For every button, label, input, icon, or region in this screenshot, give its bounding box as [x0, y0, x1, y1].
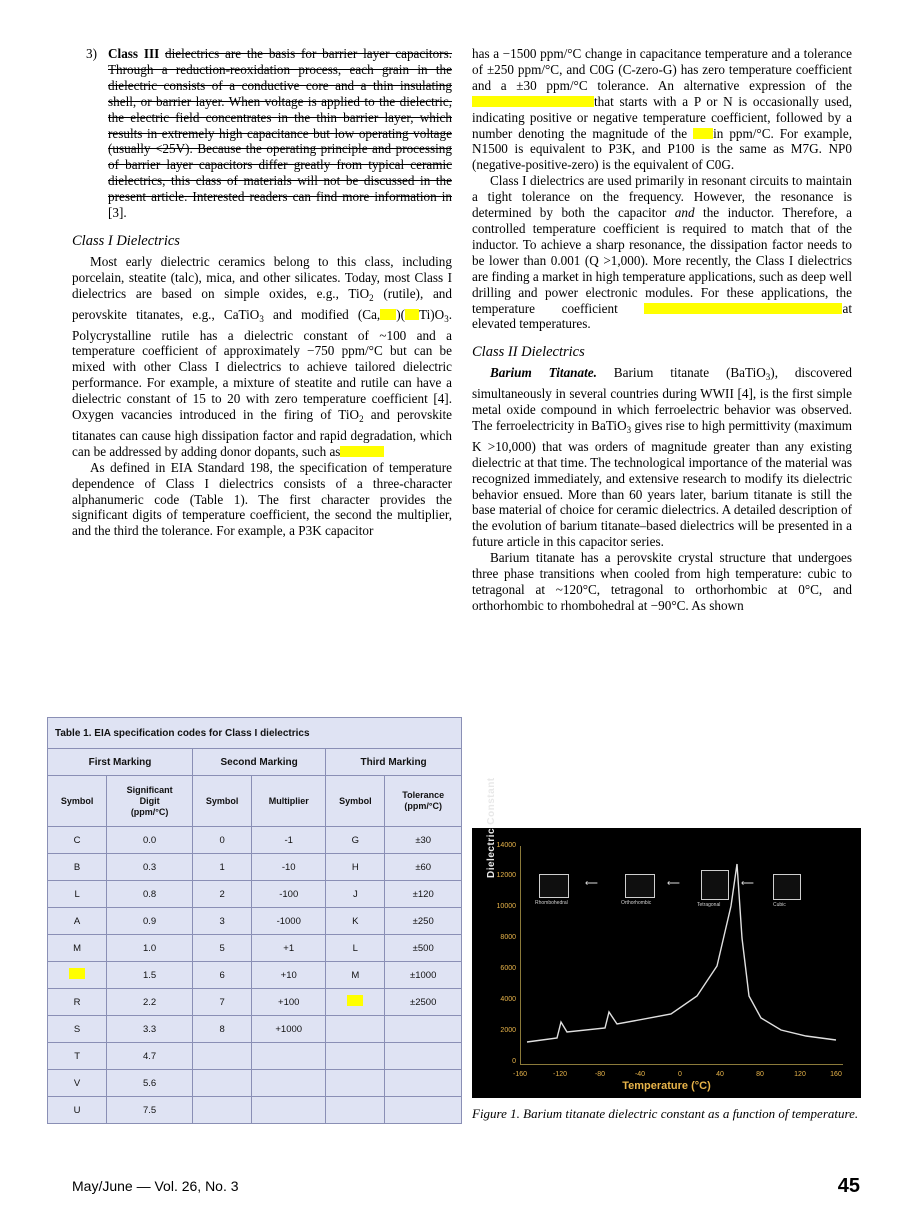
highlight-redaction-2	[405, 309, 419, 320]
cell-symbol2: 2	[193, 881, 252, 908]
cell-tolerance	[385, 1043, 462, 1070]
cell-tolerance: ±500	[385, 935, 462, 962]
cell-multiplier: -100	[252, 881, 326, 908]
subscript-3: 3	[259, 313, 264, 324]
cell-symbol1: M	[48, 935, 107, 962]
paragraph-barium-titanate	[472, 365, 852, 550]
table-row	[48, 881, 462, 908]
bt-text-b: ), discovered simultaneously in several countries during WWII [4], is the first simple metal oxide compound in which ferroelectric behavior was observed. The ferroelectricity in BaTiO	[472, 365, 853, 433]
group-header-third: Third Marking	[326, 749, 462, 776]
cell-symbol2	[193, 1097, 252, 1124]
cell-tolerance: ±30	[385, 827, 462, 854]
cell-sigdigit: 2.2	[107, 989, 193, 1016]
para-text-g: and perovskite titanates can cause high dissipation factor and rapid degradation, which can be addressed by adding donor dopants, such as	[72, 407, 452, 459]
paragraph-eia-standard: As defined in EIA Standard 198, the specification of temperature dependence of Class I dielectrics consists of a three-character alphanumeric code (Table 1). The first character provides the significant digits of temperature coefficient, the second the multiplier, and the third the tolerance. For example, a P3K capacitor	[72, 459, 452, 539]
cell-sigdigit: 0.0	[107, 827, 193, 854]
cont-text-b: that starts with a P or N is occasionally used, indicating positive or negative temperature coefficient, followed by a number denoting the magnitude of the	[472, 93, 852, 141]
cell-tolerance	[385, 1070, 462, 1097]
cell-sigdigit: 0.9	[107, 908, 193, 935]
cell-multiplier: +100	[252, 989, 326, 1016]
cell-tolerance: ±250	[385, 908, 462, 935]
cell-sigdigit: 3.3	[107, 1016, 193, 1043]
list-item	[72, 46, 452, 221]
table-row	[48, 1043, 462, 1070]
cell-multiplier: -10	[252, 854, 326, 881]
chart-x-tick: -80	[594, 1071, 606, 1078]
cell-tolerance: ±120	[385, 881, 462, 908]
chart-x-tick: -40	[634, 1071, 646, 1078]
cell-symbol3: J	[326, 881, 385, 908]
section-heading-class-i: Class I Dielectrics	[72, 232, 180, 249]
cell-tolerance	[385, 1016, 462, 1043]
phase-cube-orthorhombic	[625, 874, 655, 898]
cell-symbol3	[326, 1097, 385, 1124]
para-text-e: Ti)O	[419, 306, 445, 322]
list-item-lead: Class III	[108, 46, 160, 61]
res-text-c: at elevated temperatures.	[472, 300, 853, 332]
table-row	[48, 854, 462, 881]
cell-symbol2: 6	[193, 962, 252, 989]
right-column	[472, 46, 852, 614]
chart-plot-area	[520, 846, 843, 1065]
sig-digit-l1: Significant	[126, 784, 173, 795]
chart-y-tick: 8000	[500, 934, 516, 941]
arrow-left-icon: ⟵	[741, 878, 754, 888]
cell-symbol3: L	[326, 935, 385, 962]
table-row	[48, 989, 462, 1016]
para-text-b: (rutile), and perovskite titanates, e.g., CaTiO	[72, 285, 452, 322]
para-text-a: Most early dielectric ceramics belong to this class, including porcelain, steatite (talc), mica, and other silicates. Today, most Class I dielectrics are based on simple oxides, e.g., TiO	[72, 253, 452, 301]
figure-1	[472, 777, 861, 1122]
cont-text-c: in ppm/°C. For example, N1500 is equivalent to P3K, and P100 is the same as M7G. NP0 (negative-positive-zero) is the equivalent of C0G.	[472, 125, 852, 173]
cell-sigdigit: 4.7	[107, 1043, 193, 1070]
cell-tolerance: ±60	[385, 854, 462, 881]
phase-label-cubic: Cubic	[773, 902, 786, 908]
subscript-2b: 2	[359, 414, 364, 425]
cell-symbol1: C	[48, 827, 107, 854]
cell-symbol1: A	[48, 908, 107, 935]
res-text-b: the inductor. Therefore, a controlled temperature coefficient is required to match that of the inductor. To achieve a sharp resonance, the dissipation factor needs to be lower than 0.001 (Q >1,000). More recently, the Class I dielectrics are finding a market in high temperature applications, such as deep well drilling and power electronic modules. For these applications, the temperature coefficient	[472, 205, 852, 316]
cell-symbol1: U	[48, 1097, 107, 1124]
cell-symbol1: T	[48, 1043, 107, 1070]
cell-symbol1: L	[48, 881, 107, 908]
phase-label-rhombohedral: Rhombohedral	[535, 900, 568, 906]
tolerance-l2: (ppm/°C)	[404, 801, 442, 811]
arrow-left-icon: ⟵	[667, 878, 680, 888]
phase-label-tetragonal: Tetragonal	[697, 902, 721, 908]
cont-text-a: has a −1500 ppm/°C change in capacitance temperature and a tolerance of ±250 ppm/°C, and C0G (C-zero-G) has zero temperature coefficient and a ±30 ppm/°C tolerance. An alternative expression of the	[472, 46, 852, 93]
chart-x-tick: 40	[716, 1071, 724, 1078]
cell-symbol3	[326, 1043, 385, 1070]
chart-x-tick: 160	[830, 1071, 842, 1078]
table-title: Table 1. EIA specification codes for Class I dielectrics	[48, 718, 462, 749]
cell-multiplier	[252, 1070, 326, 1097]
highlight-mark	[69, 968, 85, 979]
chart-y-tick: 4000	[500, 996, 516, 1003]
subscript-2: 2	[369, 292, 374, 303]
phase-cube-cubic	[773, 874, 801, 900]
chart-y-tick: 14000	[496, 842, 516, 849]
figure-caption: Figure 1. Barium titanate dielectric constant as a function of temperature.	[472, 1106, 859, 1121]
arrow-left-icon: ⟵	[585, 878, 598, 888]
cell-tolerance	[385, 1097, 462, 1124]
eia-specification-table	[47, 717, 462, 1124]
cell-symbol1: R	[48, 989, 107, 1016]
cell-sigdigit: 5.6	[107, 1070, 193, 1097]
cell-symbol2: 0	[193, 827, 252, 854]
highlight-redaction-6	[644, 303, 842, 314]
subheader-symbol-2: Symbol	[193, 776, 252, 827]
highlight-mark	[347, 995, 363, 1006]
phase-label-orthorhombic: Orthorhombic	[621, 900, 652, 906]
cell-multiplier	[252, 1097, 326, 1124]
figure-image	[472, 777, 861, 1098]
table-row	[48, 1016, 462, 1043]
cell-multiplier: -1	[252, 827, 326, 854]
left-column	[72, 46, 452, 539]
bt-lead: Barium Titanate.	[490, 365, 597, 381]
highlight-redaction-5	[693, 128, 713, 139]
cell-symbol1: B	[48, 854, 107, 881]
list-item-number: 3)	[86, 46, 97, 61]
phase-cube-rhombohedral	[539, 874, 569, 898]
para-text-c: and modified (Ca,	[263, 306, 381, 322]
cell-symbol2: 3	[193, 908, 252, 935]
table-row	[48, 935, 462, 962]
chart-y-tick: 0	[512, 1058, 516, 1065]
cell-symbol2: 8	[193, 1016, 252, 1043]
cell-multiplier: -1000	[252, 908, 326, 935]
paragraph-resonant-circuits	[472, 173, 852, 332]
cell-sigdigit: 0.8	[107, 881, 193, 908]
sig-digit-l3: (ppm/°C)	[130, 806, 169, 817]
cell-symbol1-highlighted	[48, 962, 107, 989]
table-subheader-row	[48, 776, 462, 827]
res-text-italic: and	[674, 205, 695, 221]
table-row	[48, 962, 462, 989]
chart-y-tick: 10000	[496, 903, 516, 910]
cell-symbol3: K	[326, 908, 385, 935]
chart-y-tick: 6000	[500, 965, 516, 972]
bt-text-a: Barium titanate (BaTiO	[596, 365, 766, 381]
cell-multiplier: +10	[252, 962, 326, 989]
table-group-header-row	[48, 749, 462, 776]
cell-symbol3: G	[326, 827, 385, 854]
table-row	[48, 1070, 462, 1097]
table-title-row	[48, 718, 462, 749]
res-text-a: Class I dielectrics are used primarily in resonant circuits to maintain a tight tolerance on the frequency. However, the resonance is determined by both the capacitor	[472, 173, 852, 221]
cell-symbol2	[193, 1043, 252, 1070]
chart-x-tick: 0	[678, 1071, 682, 1078]
chart-x-axis-label: Temperature (°C)	[622, 1080, 711, 1092]
subheader-symbol-1: Symbol	[48, 776, 107, 827]
chart-x-tick: -160	[512, 1071, 527, 1078]
section-heading-class-ii: Class II Dielectrics	[472, 344, 585, 361]
cell-multiplier: +1	[252, 935, 326, 962]
paragraph-class-i-intro	[72, 254, 452, 460]
phase-cube-tetragonal	[701, 870, 729, 900]
subheader-tolerance	[385, 776, 462, 827]
cell-symbol1: V	[48, 1070, 107, 1097]
highlight-redaction-3	[340, 446, 384, 457]
cell-sigdigit: 1.5	[107, 962, 193, 989]
group-header-first: First Marking	[48, 749, 193, 776]
cell-symbol1: S	[48, 1016, 107, 1043]
page-number: 45	[837, 1175, 860, 1197]
cell-symbol3	[326, 1016, 385, 1043]
subheader-significant-digit	[107, 776, 193, 827]
subscript-3c: 3	[765, 372, 771, 383]
highlight-redaction-1	[380, 309, 396, 320]
cell-symbol3-highlighted	[326, 989, 385, 1016]
chart-x-tick: -120	[552, 1071, 567, 1078]
struck-through-text: dielectrics are the basis for barrier layer capacitors. Through a reduction-reoxidation process, each grain in the dielectric consists of a conductive core and a thin insulating shell, or barrier layer. When voltage is applied to the dielectric, the electric field concentrates in the thin barrier layer, which results in extremely high capacitance but low operating voltage (usually <25V). Because the operating principle and processing of barrier layer capacitors differ greatly from typical ceramic dielectrics, this class of materials will not be discussed in the present article. Interested readers can find more information in	[108, 46, 453, 205]
paragraph-perovskite: Barium titanate has a perovskite crystal structure that undergoes three phase transitions when cooled from high temperature: cubic to tetragonal at ~120°C, tetragonal to orthorhombic at 0°C, and orthorhombic to rhombohedral at −90°C. As shown	[472, 550, 852, 613]
chart-x-tick: 80	[756, 1071, 764, 1078]
chart-x-tick: 120	[794, 1071, 806, 1078]
cell-symbol2: 7	[193, 989, 252, 1016]
chart-y-tick: 12000	[496, 872, 516, 879]
cell-sigdigit: 1.0	[107, 935, 193, 962]
cell-symbol2	[193, 1070, 252, 1097]
sig-digit-l2: Digit	[139, 795, 160, 806]
cell-symbol3: H	[326, 854, 385, 881]
cell-multiplier: +1000	[252, 1016, 326, 1043]
group-header-second: Second Marking	[193, 749, 326, 776]
paragraph-continuation	[472, 46, 852, 173]
highlight-redaction-4	[472, 96, 594, 107]
cell-sigdigit: 0.3	[107, 854, 193, 881]
subscript-3b: 3	[444, 313, 449, 324]
subheader-symbol-3: Symbol	[326, 776, 385, 827]
cell-symbol2: 1	[193, 854, 252, 881]
table-row	[48, 908, 462, 935]
cell-multiplier	[252, 1043, 326, 1070]
subscript-3d: 3	[626, 424, 632, 435]
cell-sigdigit: 7.5	[107, 1097, 193, 1124]
bt-text-c: gives rise to high permittivity (maximum K >10,000) that was orders of magnitude greater than any existing dielectric at that time. The technological importance of the material was recognized immediately, and extensive research to modify its dielectric behavior ensued. More than 60 years later, barium titanate is still the base material of choice for ceramic dielectrics. A detailed description of the evolution of barium titanate–based dielectrics will be presented in a future article in this capacitor series.	[472, 417, 853, 550]
chart-y-tick: 2000	[500, 1027, 516, 1034]
footer-issue-info: May/June — Vol. 26, No. 3	[72, 1178, 239, 1194]
eia-table-wrapper	[47, 717, 462, 1124]
cell-symbol3: M	[326, 962, 385, 989]
table-row	[48, 827, 462, 854]
table-row	[48, 1097, 462, 1124]
cell-tolerance: ±1000	[385, 962, 462, 989]
para-text-f: . Polycrystalline rutile has a dielectric constant of ~100 and a temperature coefficient of approximately −750 ppm/°C but can be mixed with other Class I dielectrics to achieve tailored dielectric performance. For example, a mixture of steatite and rutile can have a dielectric constant of 15 to 20 with zero temperature coefficient [4]. Oxygen vacancies introduced in the firing of TiO	[72, 306, 452, 423]
list-item-tail: [3].	[108, 205, 127, 221]
chart-y-axis-label: Dielectric Constant	[486, 777, 497, 878]
para-text-d: )(	[396, 306, 406, 322]
cell-symbol3	[326, 1070, 385, 1097]
tolerance-l1: Tolerance	[402, 790, 445, 800]
cell-tolerance: ±2500	[385, 989, 462, 1016]
cell-symbol2: 5	[193, 935, 252, 962]
subheader-multiplier: Multiplier	[252, 776, 326, 827]
